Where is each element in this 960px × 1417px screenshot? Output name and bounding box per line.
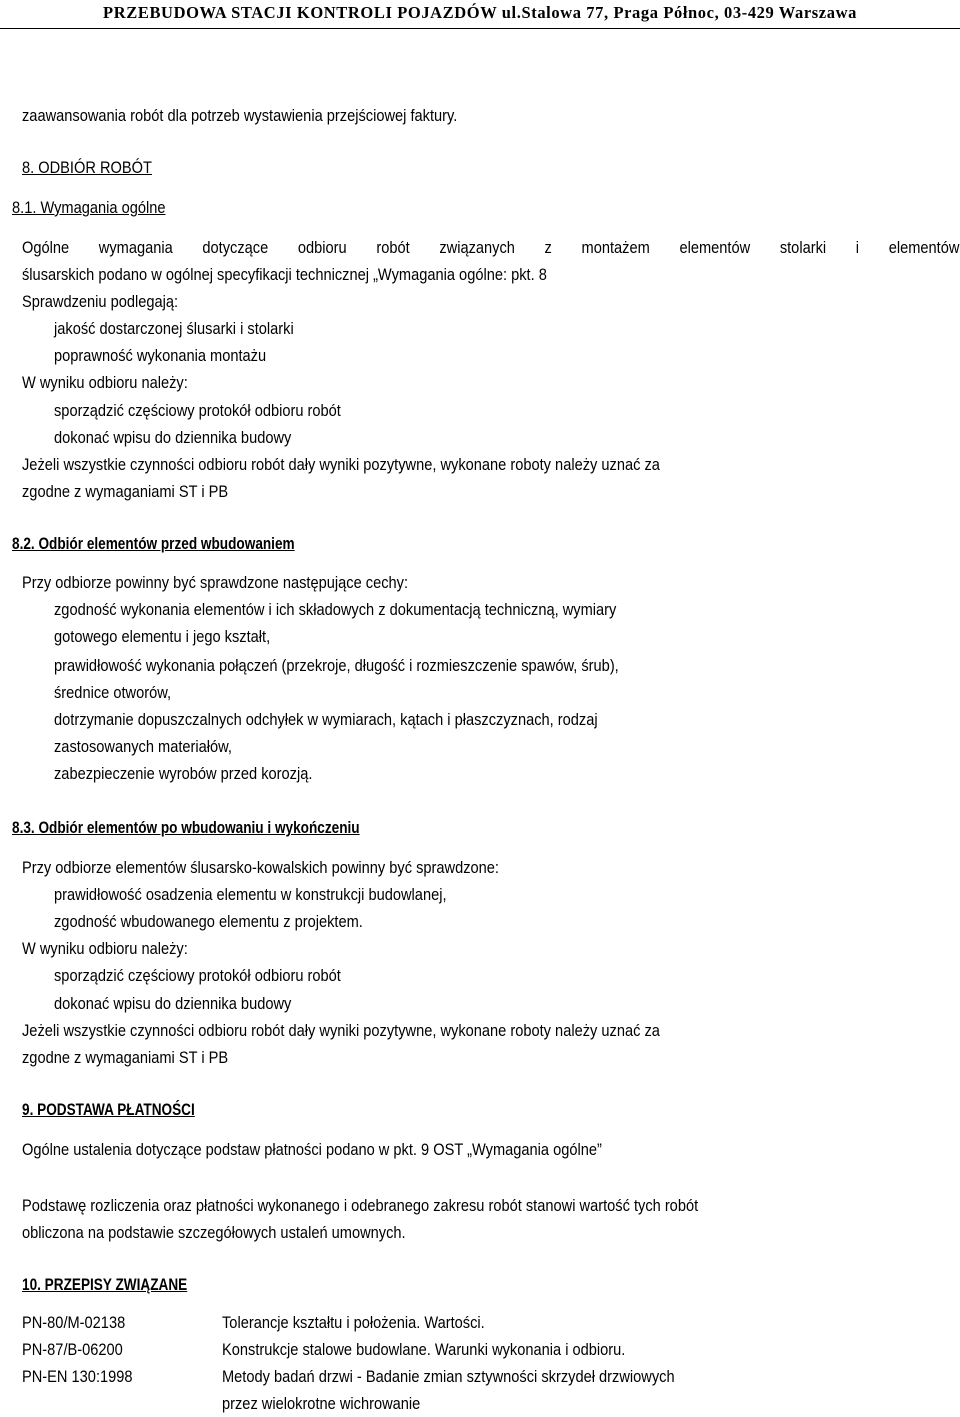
s83-conclusion-line-1: Jeżeli wszystkie czynności odbioru robót dały wyniki pozytywne, wykonane roboty należy uznać za bbox=[22, 1021, 660, 1040]
s81-result-label: W wyniku odbioru należy: bbox=[22, 373, 188, 392]
s81-check-item: jakość dostarczonej ślusarki i stolarki bbox=[54, 319, 294, 338]
s81-check-item: poprawność wykonania montażu bbox=[54, 346, 267, 365]
ref-code: PN-EN 130:1998 bbox=[22, 1367, 133, 1386]
s82-line: średnice otworów, bbox=[54, 683, 172, 702]
section-9-title: 9. PODSTAWA PŁATNOŚCI bbox=[22, 1100, 195, 1119]
s83-check-item: prawidłowość osadzenia elementu w konstrukcji budowlanej, bbox=[54, 885, 447, 904]
s82-line: zabezpieczenie wyrobów przed korozją. bbox=[54, 764, 313, 783]
s82-line: gotowego elementu i jego kształt, bbox=[54, 627, 271, 646]
ref-code: PN-80/M-02138 bbox=[22, 1313, 126, 1332]
s81-result-item: sporządzić częściowy protokół odbioru robót bbox=[54, 401, 341, 420]
s81-paragraph-line-1: Ogólne wymagania dotyczące odbioru robót związanych z montażem elementów stolarki i elementów bbox=[22, 238, 960, 257]
s83-result-item: dokonać wpisu do dziennika budowy bbox=[54, 994, 292, 1013]
s81-check-label: Sprawdzeniu podlegają: bbox=[22, 292, 179, 311]
ref-description: Konstrukcje stalowe budowlane. Warunki wykonania i odbioru. bbox=[222, 1340, 626, 1359]
s82-line: prawidłowość wykonania połączeń (przekroje, długość i rozmieszczenie spawów, śrub), bbox=[54, 656, 619, 675]
ref-description: Metody badań drzwi - Badanie zmian sztywności skrzydeł drzwiowych bbox=[222, 1367, 675, 1386]
s81-paragraph-line-2: ślusarskich podano w ogólnej specyfikacji technicznej „Wymagania ogólne: pkt. 8 bbox=[22, 265, 547, 284]
s81-result-item: dokonać wpisu do dziennika budowy bbox=[54, 428, 292, 447]
s83-intro: Przy odbiorze elementów ślusarsko-kowalskich powinny być sprawdzone: bbox=[22, 858, 499, 877]
s83-result-label: W wyniku odbioru należy: bbox=[22, 939, 188, 958]
s81-conclusion-line-2: zgodne z wymaganiami ST i PB bbox=[22, 482, 229, 501]
intro-line: zaawansowania robót dla potrzeb wystawienia przejściowej faktury. bbox=[22, 106, 458, 125]
s83-result-item: sporządzić częściowy protokół odbioru robót bbox=[54, 966, 341, 985]
s81-conclusion-line-1: Jeżeli wszystkie czynności odbioru robót dały wyniki pozytywne, wykonane roboty należy uznać za bbox=[22, 455, 660, 474]
s82-line: zgodność wykonania elementów i ich składowych z dokumentacją techniczną, wymiary bbox=[54, 600, 617, 619]
section-8-3-title: 8.3. Odbiór elementów po wbudowaniu i wykończeniu bbox=[12, 818, 360, 837]
section-8-2-title: 8.2. Odbiór elementów przed wbudowaniem bbox=[12, 534, 295, 553]
s83-check-item: zgodność wbudowanego elementu z projektem. bbox=[54, 912, 363, 931]
ref-description: Tolerancje kształtu i położenia. Wartości. bbox=[222, 1313, 485, 1332]
s9-paragraph-2-line-1: Podstawę rozliczenia oraz płatności wykonanego i odebranego zakresu robót stanowi wartość tych robót bbox=[22, 1196, 699, 1215]
section-10-title: 10. PRZEPISY ZWIĄZANE bbox=[22, 1275, 188, 1294]
section-8-1-title: 8.1. Wymagania ogólne bbox=[12, 198, 166, 217]
ref-description-continuation: przez wielokrotne wichrowanie bbox=[222, 1394, 421, 1413]
page-header: PRZEBUDOWA STACJI KONTROLI POJAZDÓW ul.Stalowa 77, Praga Północ, 03-429 Warszawa bbox=[103, 3, 857, 22]
s82-line: zastosowanych materiałów, bbox=[54, 737, 232, 756]
s9-paragraph-1: Ogólne ustalenia dotyczące podstaw płatności podano w pkt. 9 OST „Wymagania ogólne” bbox=[22, 1140, 602, 1159]
s83-conclusion-line-2: zgodne z wymaganiami ST i PB bbox=[22, 1048, 229, 1067]
ref-code: PN-87/B-06200 bbox=[22, 1340, 123, 1359]
s82-intro: Przy odbiorze powinny być sprawdzone następujące cechy: bbox=[22, 573, 409, 592]
s82-line: dotrzymanie dopuszczalnych odchyłek w wymiarach, kątach i płaszczyznach, rodzaj bbox=[54, 710, 598, 729]
section-8-title: 8. ODBIÓR ROBÓT bbox=[22, 158, 152, 177]
header-divider bbox=[0, 28, 960, 29]
s9-paragraph-2-line-2: obliczona na podstawie szczegółowych ustaleń umownych. bbox=[22, 1223, 406, 1242]
